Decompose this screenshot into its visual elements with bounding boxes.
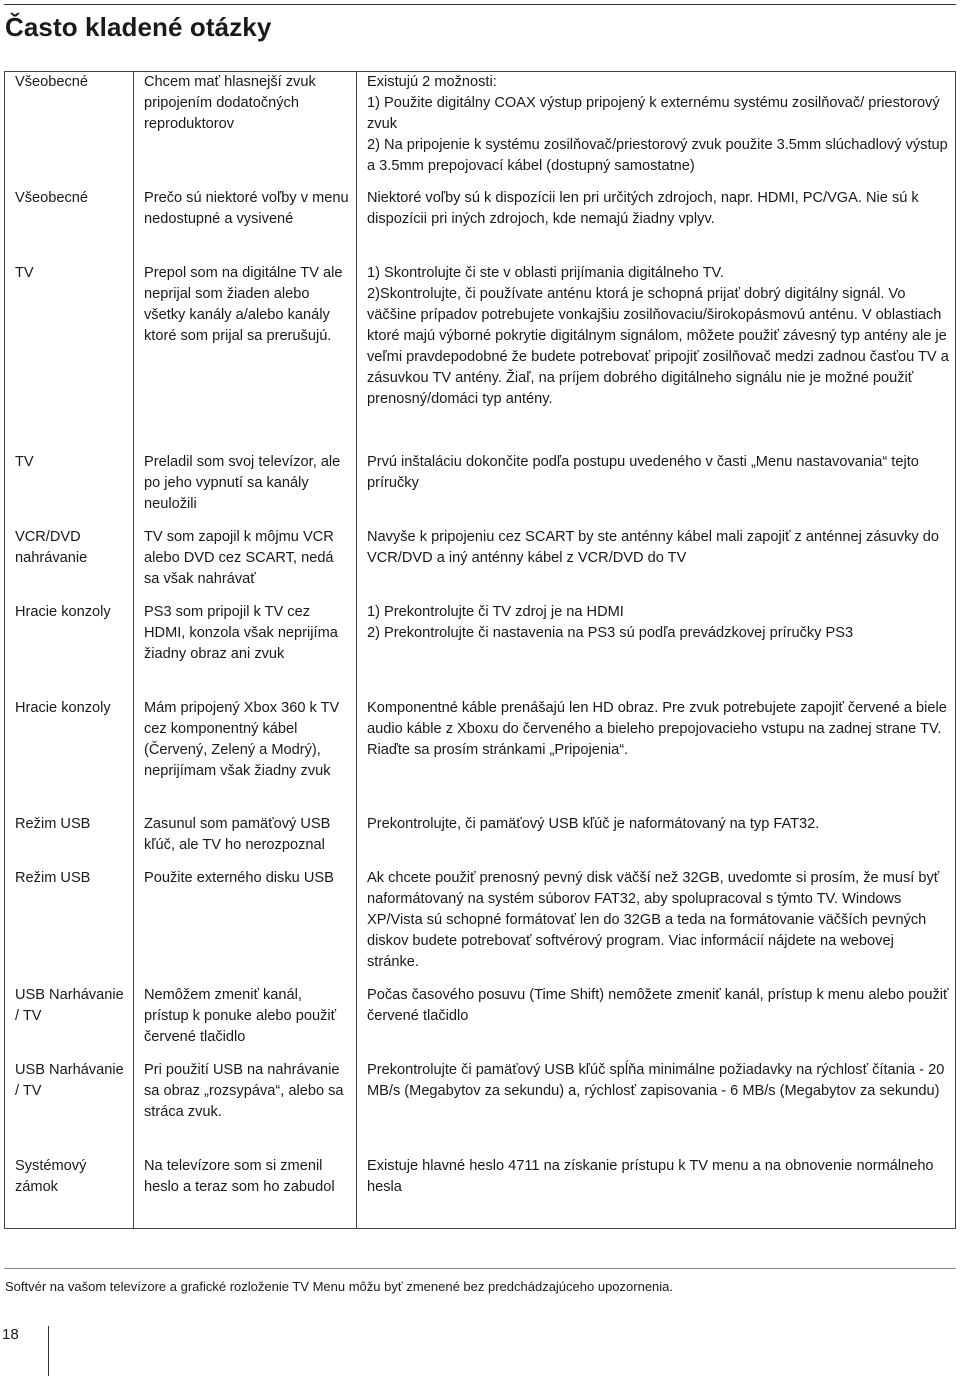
faq-question-cell: Mám pripojený Xbox 360 k TV cez komponentný kábel (Červený, Zelený a Modrý), neprijímam však žiadny zvuk	[134, 698, 357, 814]
faq-question-cell: Prečo sú niektoré voľby v menu nedostupné a vysivené	[134, 188, 357, 263]
faq-answer-cell: 1) Prekontrolujte či TV zdroj je na HDMI 2) Prekontrolujte či nastavenia na PS3 sú podľa prevádzkovej príručky PS3	[357, 602, 956, 698]
page-title: Často kladené otázky	[5, 12, 272, 42]
faq-category-cell: Hracie konzoly	[5, 698, 134, 814]
faq-question-cell: Na televízore som si zmenil heslo a teraz som ho zabudol	[134, 1156, 357, 1229]
faq-row	[5, 814, 956, 868]
page-number: 18	[2, 1326, 19, 1343]
faq-answer-cell: Existuje hlavné heslo 4711 na získanie prístupu k TV menu a na obnovenie normálneho hesla	[357, 1156, 956, 1229]
faq-question-cell: Použite externého disku USB	[134, 868, 357, 985]
faq-category-cell: VCR/DVD nahrávanie	[5, 527, 134, 602]
faq-category-cell: Režim USB	[5, 814, 134, 868]
faq-answer-cell: Existujú 2 možnosti: 1) Použite digitálny COAX výstup pripojený k externému systému zosilňovač/ priestorový zvuk 2) Na pripojenie k systému zosilňovač/priestorový zvuk použite 3.5mm slúchadlový výstup a 3.5mm prepojovací kábel (dostupný samostatne)	[357, 72, 956, 188]
faq-answer-cell: Niektoré voľby sú k dispozícii len pri určitých zdrojoch, napr. HDMI, PC/VGA. Nie sú k dispozícii pri iných zdrojoch, kde nemajú žiadny vplyv.	[357, 188, 956, 263]
faq-question-cell: Prepol som na digitálne TV ale neprijal som žiaden alebo všetky kanály a/alebo kanály ktoré som prijal sa prerušujú.	[134, 263, 357, 452]
faq-answer-cell: Prvú inštaláciu dokončite podľa postupu uvedeného v časti „Menu nastavovania“ tejto príručky	[357, 452, 956, 527]
faq-row	[5, 985, 956, 1060]
faq-row	[5, 263, 956, 452]
faq-row	[5, 698, 956, 814]
faq-row	[5, 72, 956, 188]
footer-note: Softvér na vašom televízore a grafické rozloženie TV Menu môžu byť zmenené bez predchádzajúceho upozornenia.	[5, 1279, 674, 1294]
faq-category-cell: Všeobecné	[5, 188, 134, 263]
faq-question-cell: TV som zapojil k môjmu VCR alebo DVD cez SCART, nedá sa však nahrávať	[134, 527, 357, 602]
faq-question-cell: PS3 som pripojil k TV cez HDMI, konzola však neprijíma žiadny obraz ani zvuk	[134, 602, 357, 698]
faq-answer-cell: Prekontrolujte, či pamäťový USB kľúč je naformátovaný na typ FAT32.	[357, 814, 956, 868]
faq-category-cell: Hracie konzoly	[5, 602, 134, 698]
faq-category-cell: Režim USB	[5, 868, 134, 985]
faq-row	[5, 602, 956, 698]
faq-question-cell: Pri použití USB na nahrávanie sa obraz „rozsypáva“, alebo sa stráca zvuk.	[134, 1060, 357, 1156]
faq-row	[5, 868, 956, 985]
faq-category-cell: USB Narhávanie / TV	[5, 985, 134, 1060]
faq-category-cell: USB Narhávanie / TV	[5, 1060, 134, 1156]
faq-answer-cell: Navyše k pripojeniu cez SCART by ste anténny kábel mali zapojiť z anténnej zásuvky do VCR/DVD a iný anténny kábel z VCR/DVD do TV	[357, 527, 956, 602]
faq-answer-cell: Prekontrolujte či pamäťový USB kľúč spĺňa minimálne požiadavky na rýchlosť čítania - 20 MB/s (Megabytov za sekundu) a, rýchlosť zapisovania - 6 MB/s (Megabytov za sekundu)	[357, 1060, 956, 1156]
faq-answer-cell: Počas časového posuvu (Time Shift) nemôžete zmeniť kanál, prístup k menu alebo použiť červené tlačidlo	[357, 985, 956, 1060]
faq-row	[5, 1156, 956, 1229]
faq-category-cell: Všeobecné	[5, 72, 134, 188]
faq-row	[5, 452, 956, 527]
faq-question-cell: Nemôžem zmeniť kanál, prístup k ponuke alebo použiť červené tlačidlo	[134, 985, 357, 1060]
faq-answer-cell: 1) Skontrolujte či ste v oblasti prijímania digitálneho TV. 2)Skontrolujte, či používate anténu ktorá je schopná prijať dobrý digitálny signál. Vo väčšine prípadov potrebujete vonkajšiu zosilňovaciu/širokopásmovú anténu. V oblastiach ktoré majú výborné pokrytie digitálnym signálom, môžete použiť závesný typ antény ale je veľmi pravdepodobné že budete potrebovať pripojiť zosilňovač medzi zadnou časťou TV a zásuvkou TV antény. Žiaľ, na príjem dobrého digitálneho signálu nie je možné použiť prenosný/domáci typ antény.	[357, 263, 956, 452]
faq-answer-cell: Komponentné káble prenášajú len HD obraz. Pre zvuk potrebujete zapojiť červené a biele audio káble z Xboxu do červeného a bieleho prepojovacieho vstupu na zadnej strane TV. Riaďte sa prosím stránkami „Pripojenia“.	[357, 698, 956, 814]
faq-category-cell: Systémový zámok	[5, 1156, 134, 1229]
faq-row	[5, 1060, 956, 1156]
faq-answer-cell: Ak chcete použiť prenosný pevný disk väčší než 32GB, uvedomte si prosím, že musí byť naformátovaný na systém súborov FAT32, aby spolupracoval s týmto TV. Windows XP/Vista sú schopné formátovať len do 32GB a teda na formátovanie väčších pevných diskov budete potrebovať softvérový program. Viac informácií nájdete na webovej stránke.	[357, 868, 956, 985]
faq-table	[4, 71, 956, 1229]
faq-question-cell: Chcem mať hlasnejší zvuk pripojením dodatočných reproduktorov	[134, 72, 357, 188]
faq-question-cell: Zasunul som pamäťový USB kľúč, ale TV ho nerozpoznal	[134, 814, 357, 868]
faq-table-body	[5, 72, 956, 1229]
footer-rule	[4, 1268, 956, 1269]
faq-row	[5, 188, 956, 263]
faq-question-cell: Preladil som svoj televízor, ale po jeho vypnutí sa kanály neuložili	[134, 452, 357, 527]
faq-row	[5, 527, 956, 602]
page-number-divider	[48, 1326, 49, 1376]
faq-category-cell: TV	[5, 263, 134, 452]
top-rule	[4, 4, 956, 5]
faq-category-cell: TV	[5, 452, 134, 527]
